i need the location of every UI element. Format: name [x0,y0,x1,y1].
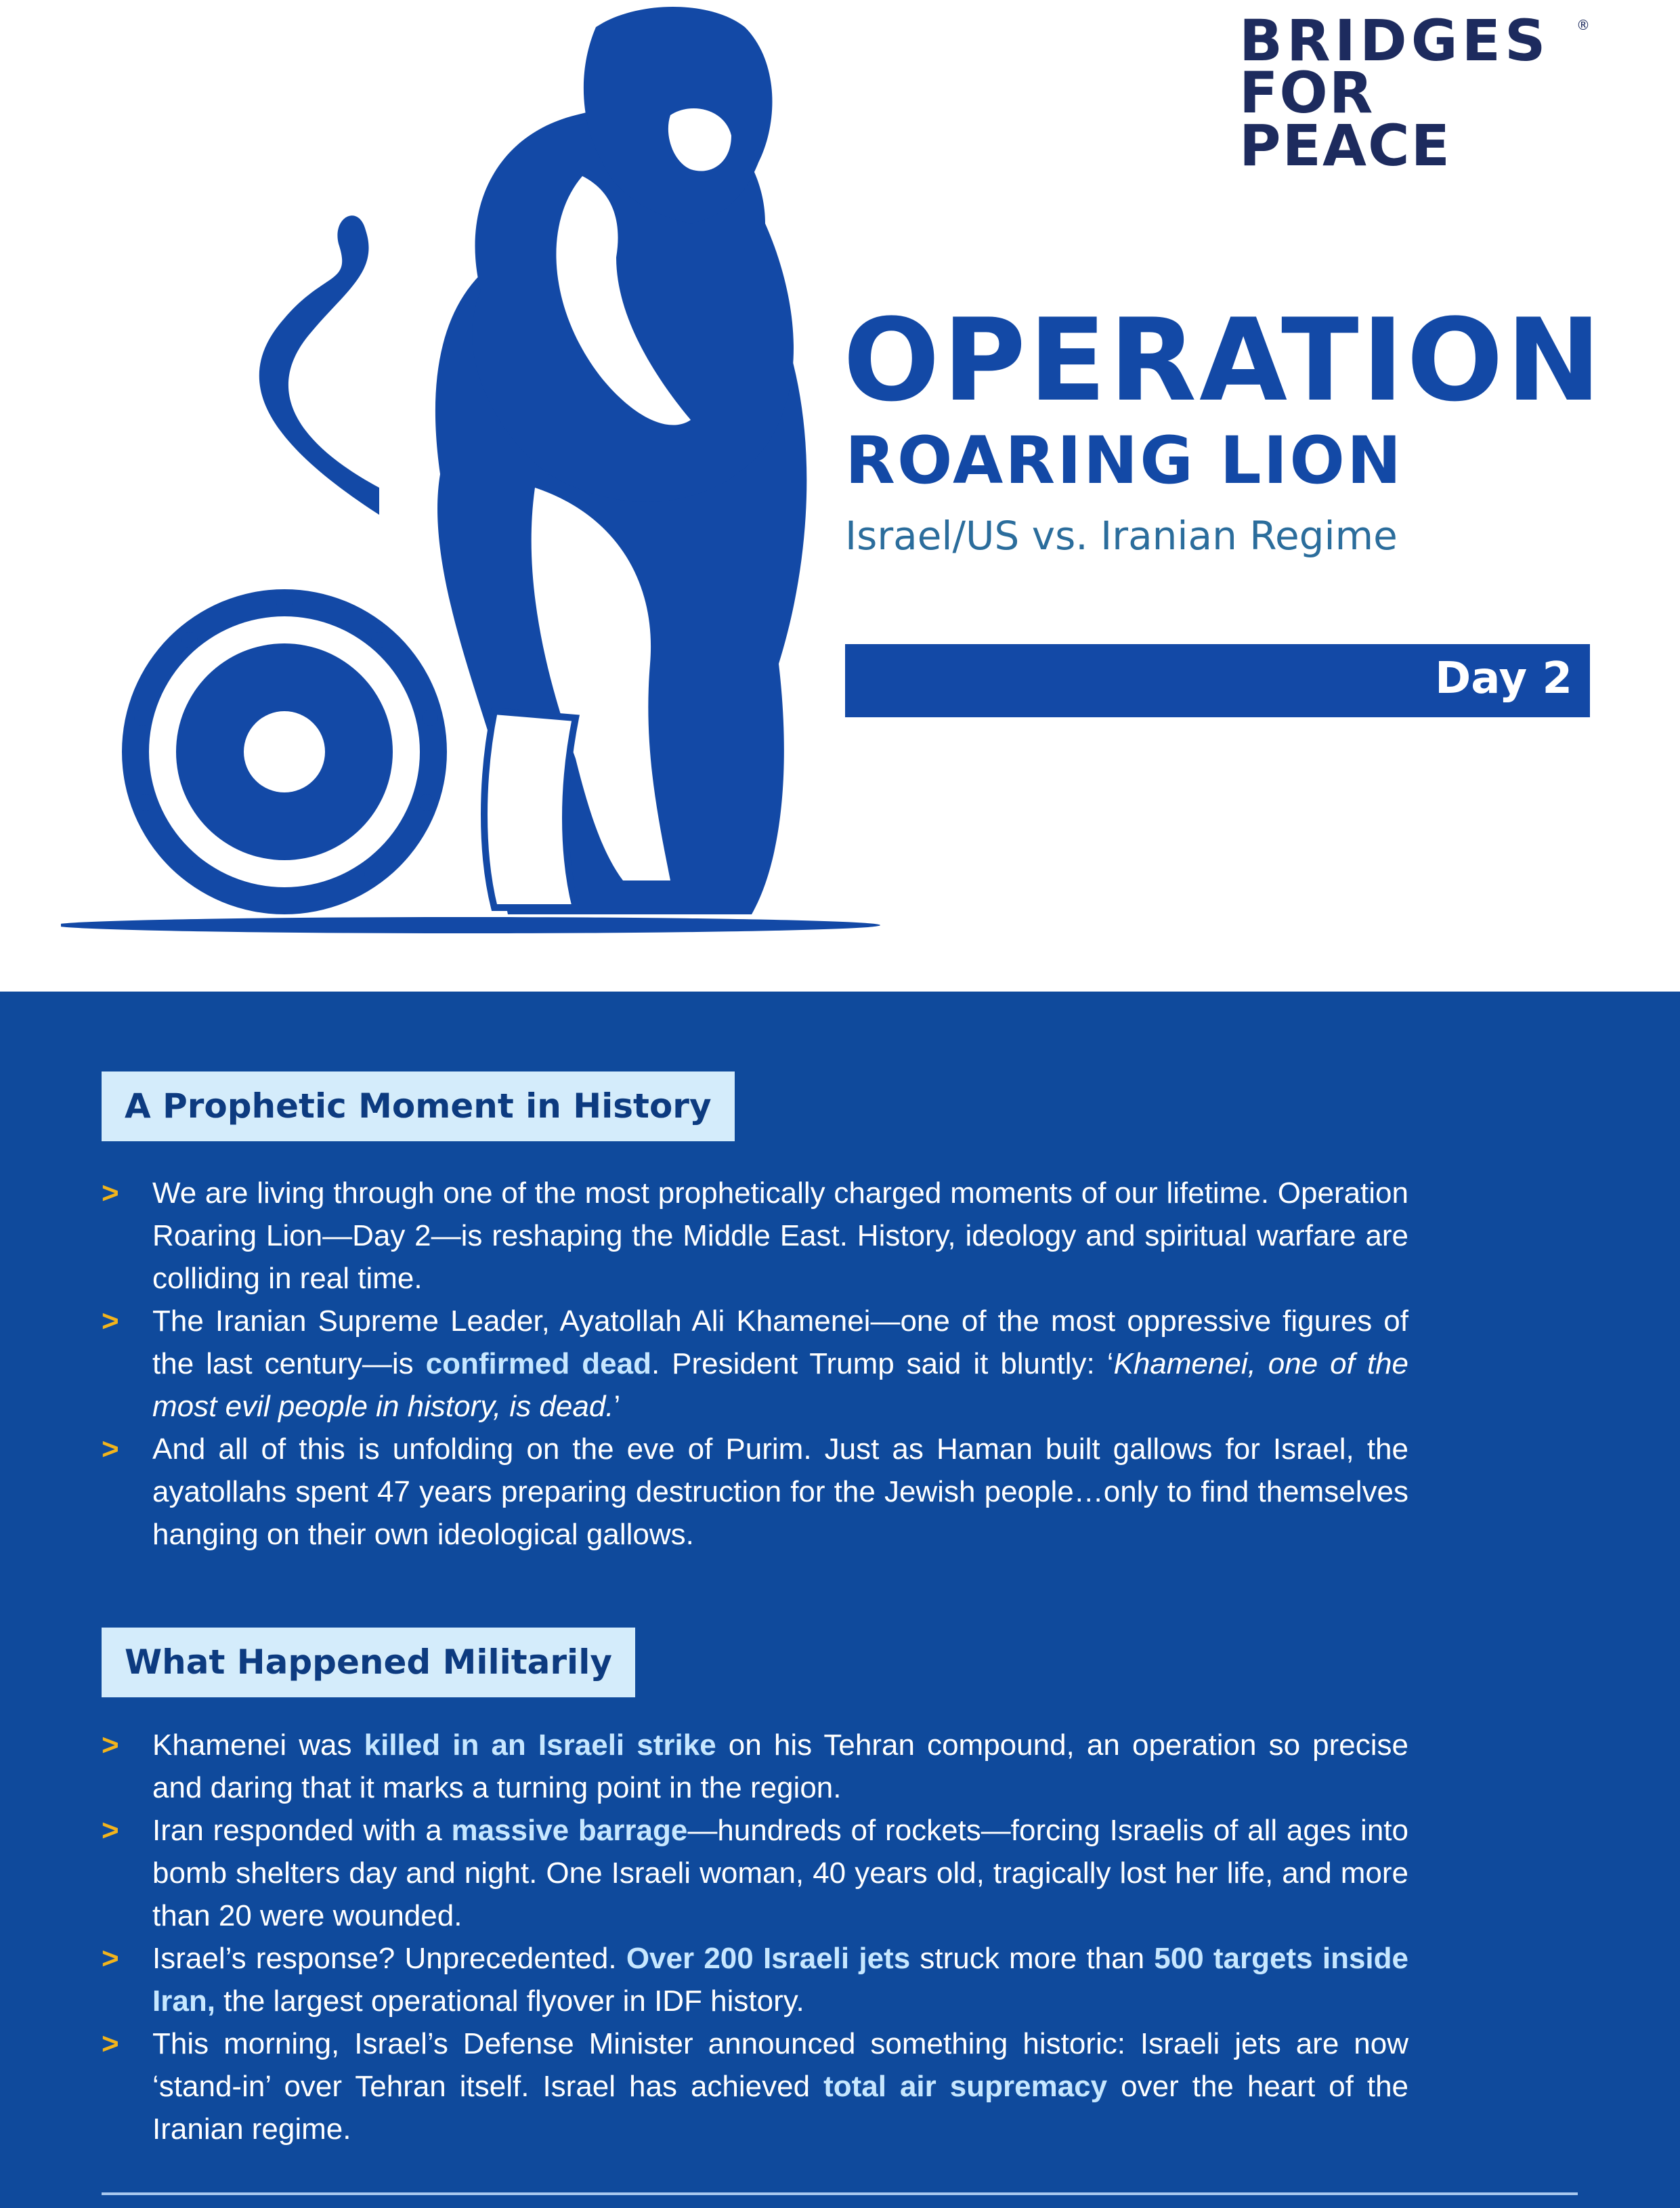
highlight-massive-barrage: massive barrage [451,1814,688,1847]
list-item [102,1809,1408,1937]
list-item [102,1724,1408,1809]
logo-line-1: BRIDGES [1239,7,1550,74]
bullet-text: struck more than [910,1942,1155,1975]
lion-front-leg [484,711,576,908]
chevron-icon: > [102,2027,119,2060]
highlight-confirmed-dead: confirmed dead [425,1347,651,1380]
highlight-500-targets: 500 targets inside Iran, [152,1942,1408,2018]
shield-center [244,711,325,792]
chevron-icon: > [102,1942,119,1975]
title-roaring-lion: ROARING LION [845,423,1404,498]
lion-tail [259,215,379,515]
chevron-icon: > [102,1176,119,1210]
bullet-text: over the heart of the Iranian regime. [152,2070,1409,2146]
day-banner [845,644,1590,717]
logo-line-2: FOR PEACE [1239,60,1451,179]
bullet-text: And all of this is unfolding on the eve of Purim. Just as Haman built gallows for Israel, the ayatollahs spent 47 years preparing destruction for the Jewish people…only to find themselves hanging on their own ideological gallows. [152,1432,1408,1551]
bullet-text: Khamenei was [152,1728,364,1762]
bullet-text: the largest operational flyover in IDF history. [215,1984,804,2018]
bullet-text: Israel’s response? Unprecedented. [152,1942,626,1975]
bullet-text: . President Trump said it bluntly: ‘ [651,1347,1114,1380]
highlight-air-supremacy: total air supremacy [823,2070,1108,2103]
hero-section [0,0,1680,992]
list-item [102,1300,1408,1428]
bridges-for-peace-logo [1239,7,1591,179]
military-bullet-list [102,1724,1408,2150]
bullet-text: This morning, Israel’s Defense Minister announced something historic: Israeli jets are now ‘stand-in’ over Tehran itself. Israel has achieved [152,2027,1408,2103]
list-item [102,2022,1408,2150]
bullet-text: on his Tehran compound, an operation so precise and daring that it marks a turning point in the region. [152,1728,1408,1804]
list-item [102,1428,1408,1556]
bullet-text: We are living through one of the most prophetically charged moments of our lifetime. Operation Roaring Lion—Day 2—is reshaping the Middle East. History, ideology and spiritual warfare are colliding in real time. [152,1176,1408,1295]
chevron-icon: > [102,1304,119,1338]
bullet-text: —hundreds of rockets—forcing Israelis of all ages into bomb shelters day and night. One Israeli woman, 40 years old, tragically lost her life, and more than 20 were wounded. [152,1814,1408,1932]
section-heading-military: What Happened Militarily [102,1628,635,1697]
prophetic-bullet-list [102,1172,1408,1556]
list-item [102,1172,1408,1300]
bullet-text: ’ [613,1390,621,1423]
chevron-icon: > [102,1728,119,1762]
footer-divider [102,2192,1578,2195]
lion-ground-shadow [61,917,880,933]
highlight-200-jets: Over 200 Israeli jets [626,1942,911,1975]
title-operation: OPERATION [843,294,1604,427]
chevron-icon: > [102,1432,119,1466]
subtitle: Israel/US vs. Iranian Regime [845,513,1398,559]
chevron-icon: > [102,1814,119,1847]
trump-quote: Khamenei, one of the most evil people in history, is dead. [152,1347,1408,1423]
section-heading-prophetic: A Prophetic Moment in History [102,1071,735,1141]
highlight-israeli-strike: killed in an Israeli strike [364,1728,716,1762]
list-item [102,1937,1408,2022]
registered-mark: ® [1576,17,1590,33]
bullet-text: Iran responded with a [152,1814,452,1847]
day-label: Day 2 [1435,654,1572,704]
bullet-text: The Iranian Supreme Leader, Ayatollah Ali Khamenei—one of the most oppressive figures of the last century—is [152,1304,1408,1380]
roaring-lion-illustration [61,0,907,948]
